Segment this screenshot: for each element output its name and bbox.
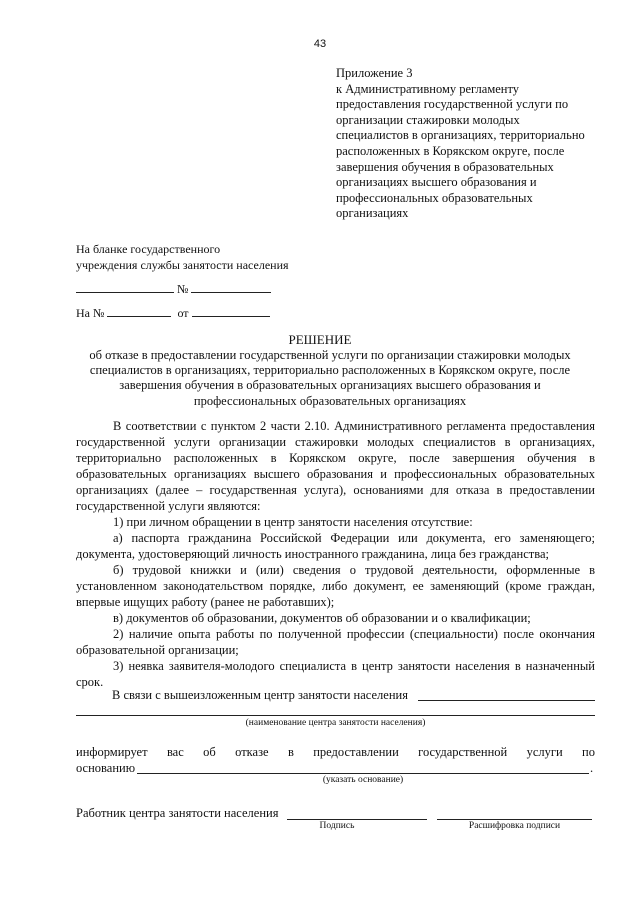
informs-word: государственной [418, 745, 508, 759]
informs-word: отказе [235, 745, 269, 759]
appendix-line: организациях [336, 206, 409, 221]
signature-blank [287, 819, 427, 820]
appendix-line: организациях высшего образования и [336, 175, 537, 190]
date-blank [76, 281, 174, 293]
letterhead-note [76, 241, 289, 273]
item-2-cont: образовательной организации; [76, 643, 239, 657]
appendix-line: расположенных в Корякском округе, после [336, 143, 565, 158]
informs-word: об [203, 745, 216, 759]
body-line: организациях (далее – государственная услуга), основаниями для отказа в предоставлении [76, 483, 595, 497]
item-b: б) трудовой книжки и (или) сведения о трудовой деятельности, оформленные в [113, 563, 595, 577]
item-a-cont: документа, удостоверяющий личность иностранного гражданина, лица без гражданства; [76, 547, 550, 561]
outgoing-number-row [76, 281, 271, 297]
ref-number-blank [107, 305, 171, 317]
subtitle-line: специалистов в организациях, территориально расположенных в Корякском округе, после [89, 363, 571, 378]
body-line: государственной услуги являются: [76, 499, 261, 513]
informs-word: вас [166, 745, 184, 759]
body-line: государственной услуги организации стажировки молодых специалистов в организациях, [76, 435, 595, 449]
document-title: РЕШЕНИЕ [288, 332, 352, 347]
center-name-caption: (наименование центра занятости населения) [245, 718, 426, 728]
appendix-title: Приложение 3 [336, 66, 413, 80]
number-blank [191, 281, 271, 293]
reference-row [76, 305, 270, 321]
informs-word: по [582, 745, 595, 759]
item-3-cont: срок. [76, 675, 104, 689]
document-subtitle [60, 348, 600, 409]
decoding-caption: Расшифровка подписи [468, 821, 561, 831]
body-line: территориально расположенных в Корякском округе, после завершения обучения в [76, 451, 595, 465]
number-sign: № [177, 282, 189, 296]
informs-word: информирует [76, 745, 148, 759]
in-connection-text: В связи с вышеизложенным центр занятости населения [112, 688, 408, 702]
in-connection-row [112, 688, 408, 703]
informs-word: в [287, 745, 294, 759]
ref-date-blank [192, 305, 270, 317]
appendix-line: завершения обучения в образовательных [336, 159, 554, 174]
decision-body [76, 418, 595, 690]
signature-caption: Подпись [319, 821, 355, 831]
basis-caption: (указать основание) [322, 775, 404, 785]
body-line: образовательных организациях высшего образования и профессиональных образовательных [76, 467, 595, 481]
center-name-blank-2 [76, 715, 595, 716]
appendix-line: к Административному регламенту [336, 81, 520, 96]
ref-from: от [177, 306, 189, 320]
decoding-blank [437, 819, 592, 820]
item-v: в) документов об образовании, документов об образовании и о квалификации; [113, 611, 531, 625]
item-a: а) паспорта гражданина Российской Федерации или документа, его заменяющего; [113, 531, 595, 545]
informs-word: услуги [526, 745, 563, 759]
subtitle-line: об отказе в предоставлении государственной услуги по организации стажировки молодых [89, 348, 571, 362]
item-3: 3) неявка заявителя-молодого специалиста в центр занятости населения в назначенный [113, 659, 595, 673]
page-number: 43 [313, 38, 327, 50]
item-b-cont: установленном законодательством порядке, либо документ, ее заменяющий (кроме граждан, [76, 579, 595, 593]
ref-prefix: На № [76, 306, 105, 320]
worker-label: Работник центра занятости населения [76, 806, 279, 820]
center-name-blank [418, 700, 595, 701]
item-1: 1) при личном обращении в центр занятости населения отсутствие: [113, 515, 473, 529]
basis-end: . [590, 761, 594, 775]
appendix-line: организации стажировки молодых [336, 112, 520, 127]
basis-label: основанию [76, 761, 136, 775]
body-line: В соответствии с пунктом 2 части 2.10. Административного регламента предоставления [113, 419, 595, 433]
basis-blank [137, 773, 589, 774]
appendix-block [336, 66, 606, 222]
informs-word: предоставлении [313, 745, 399, 759]
informs-row [76, 745, 595, 760]
letterhead-line: учреждения службы занятости населения [76, 258, 289, 272]
item-b-cont: впервые ищущих работу (ранее не работавших); [76, 595, 335, 609]
appendix-line: специалистов в организациях, территориально [336, 128, 585, 143]
appendix-line: предоставления государственной услуги по [336, 97, 569, 112]
appendix-line: профессиональных образовательных [336, 190, 533, 205]
subtitle-line: профессиональных образовательных организациях [193, 393, 467, 408]
item-2: 2) наличие опыта работы по полученной профессии (специальности) после окончания [113, 627, 595, 641]
letterhead-line: На бланке государственного [76, 242, 221, 256]
subtitle-line: завершения обучения в образовательных организациях высшего образования и [119, 378, 541, 393]
